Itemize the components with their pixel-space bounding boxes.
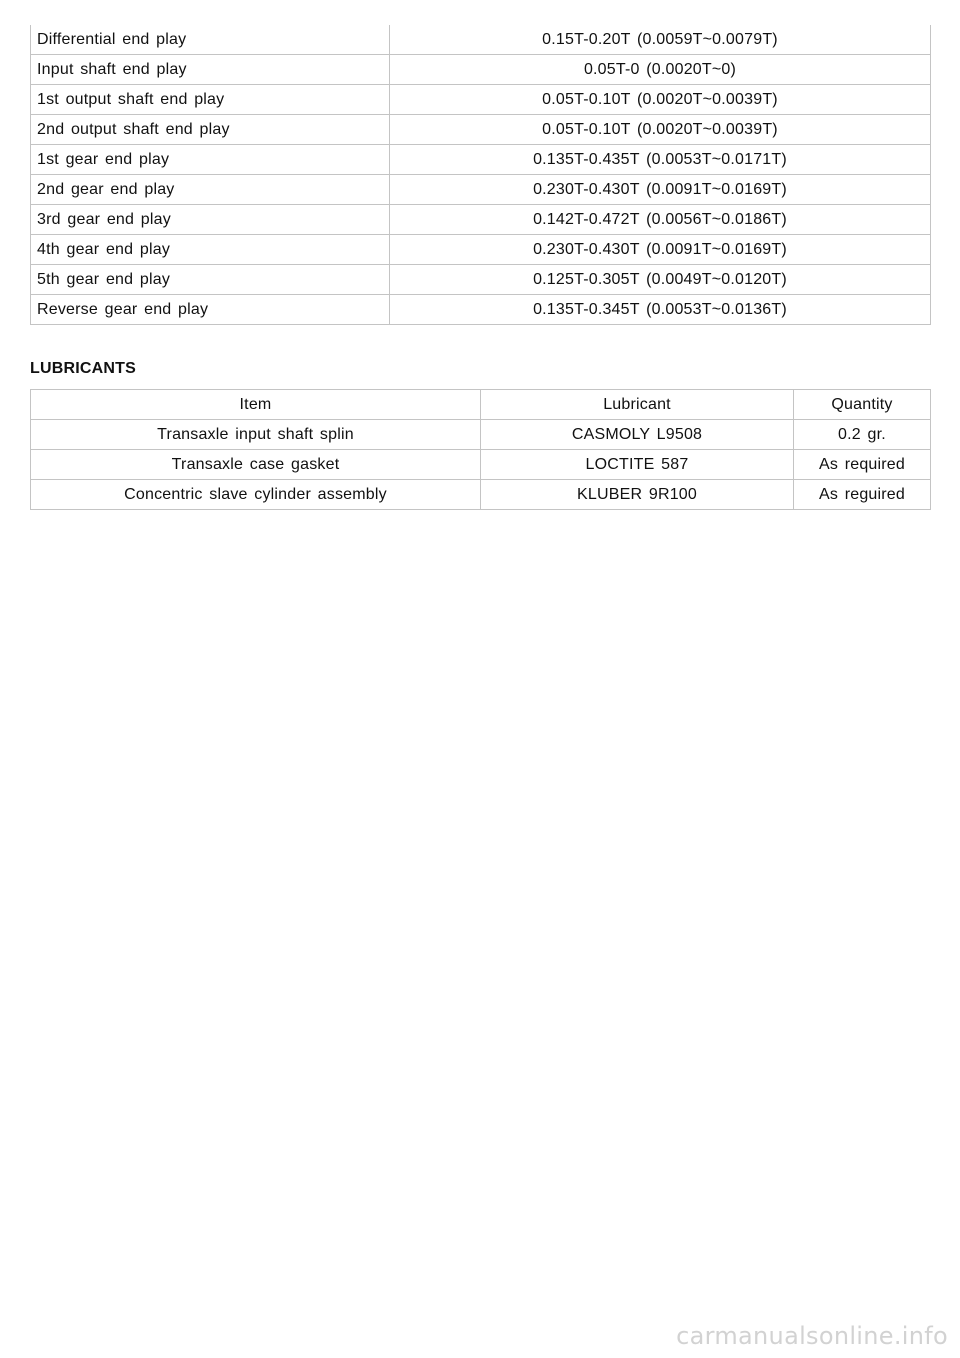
lubricant-item-cell: Transaxle input shaft splin (31, 420, 481, 450)
spec-value-cell: 0.230T-0.430T (0.0091T~0.0169T) (390, 235, 931, 265)
spec-value-cell: 0.142T-0.472T (0.0056T~0.0186T) (390, 205, 931, 235)
spec-item-cell: 1st gear end play (31, 145, 390, 175)
lubricant-quantity-cell: As required (794, 450, 931, 480)
spec-item-cell: 2nd gear end play (31, 175, 390, 205)
spec-value-cell: 0.230T-0.430T (0.0091T~0.0169T) (390, 175, 931, 205)
table-row (31, 115, 931, 145)
lubricant-item-cell: Concentric slave cylinder assembly (31, 480, 481, 510)
spec-item-cell: 2nd output shaft end play (31, 115, 390, 145)
spec-item-cell: 5th gear end play (31, 265, 390, 295)
table-row (31, 450, 931, 480)
spec-item-cell: Differential end play (31, 25, 390, 55)
lubricant-name-cell: LOCTITE 587 (481, 450, 794, 480)
lubricant-quantity-cell: 0.2 gr. (794, 420, 931, 450)
table-header-row (31, 390, 931, 420)
spec-value-cell: 0.15T-0.20T (0.0059T~0.0079T) (390, 25, 931, 55)
spec-item-cell: 1st output shaft end play (31, 85, 390, 115)
table-row (31, 55, 931, 85)
table-row (31, 265, 931, 295)
spec-value-cell: 0.125T-0.305T (0.0049T~0.0120T) (390, 265, 931, 295)
spec-value-cell: 0.05T-0.10T (0.0020T~0.0039T) (390, 85, 931, 115)
column-header-item: Item (31, 390, 481, 420)
spec-value-cell: 0.05T-0 (0.0020T~0) (390, 55, 931, 85)
watermark-text: carmanualsonline.info (676, 1322, 948, 1350)
end-play-spec-table (30, 25, 931, 325)
spec-item-cell: Input shaft end play (31, 55, 390, 85)
table-row (31, 480, 931, 510)
column-header-lubricant: Lubricant (481, 390, 794, 420)
table-row (31, 25, 931, 55)
lubricant-quantity-cell: As reguired (794, 480, 931, 510)
lubricant-name-cell: KLUBER 9R100 (481, 480, 794, 510)
table-row (31, 235, 931, 265)
spec-item-cell: 3rd gear end play (31, 205, 390, 235)
spec-value-cell: 0.05T-0.10T (0.0020T~0.0039T) (390, 115, 931, 145)
lubricants-table (30, 389, 931, 510)
spec-item-cell: Reverse gear end play (31, 295, 390, 325)
table-row (31, 205, 931, 235)
lubricants-heading: LUBRICANTS (30, 360, 136, 377)
column-header-quantity: Quantity (794, 390, 931, 420)
table-row (31, 145, 931, 175)
lubricant-item-cell: Transaxle case gasket (31, 450, 481, 480)
table-row (31, 420, 931, 450)
table-row (31, 85, 931, 115)
spec-value-cell: 0.135T-0.345T (0.0053T~0.0136T) (390, 295, 931, 325)
table-row (31, 295, 931, 325)
table-row (31, 175, 931, 205)
spec-item-cell: 4th gear end play (31, 235, 390, 265)
lubricant-name-cell: CASMOLY L9508 (481, 420, 794, 450)
spec-value-cell: 0.135T-0.435T (0.0053T~0.0171T) (390, 145, 931, 175)
